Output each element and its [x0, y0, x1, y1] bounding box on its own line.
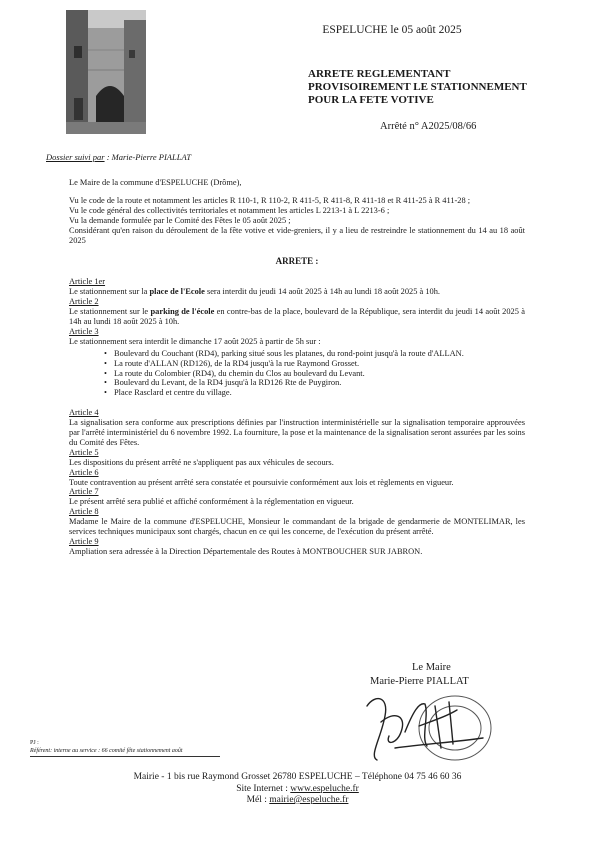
arrete-reference: Arrêté n° A2025/08/66	[380, 121, 477, 132]
village-gate-illustration	[66, 10, 146, 134]
dossier-label: Dossier suivi par	[46, 152, 105, 162]
article-4-title: Article 4	[69, 408, 99, 418]
website-link[interactable]: www.espeluche.fr	[290, 783, 359, 794]
footnote-divider	[30, 756, 220, 757]
article-7-title: Article 7	[69, 487, 99, 497]
article-6-title: Article 6	[69, 467, 99, 477]
article-4-text: La signalisation sera conforme aux prescriptions définies par l'instruction interministérielle sur la signalisation temporaire approuvées par l'arrêté interministériel du 6 novembre 1992. La fourniture, la pose et la maintenance de la signalisation seront assurées par les soins du Comité des Fêtes.	[69, 418, 525, 447]
article-8-title: Article 8	[69, 507, 99, 517]
title-line-2: PROVISOIREMENT LE STATIONNEMENT	[308, 81, 527, 93]
article-3-text: Le stationnement sera interdit le dimanche 17 août 2025 à partir de 5h sur :	[69, 336, 321, 346]
preamble-vu-demande: Vu la demande formulée par le Comité des Fêtes le 05 août 2025 ;	[69, 215, 291, 225]
article-9-text: Ampliation sera adressée à la Direction Départementale des Routes à MONTBOUCHER SUR JABRON.	[69, 546, 423, 556]
internal-reference-note: Référent: interne au service : 66 comité fête stationnement août	[30, 748, 183, 754]
signature-name: Marie-Pierre PIALLAT	[370, 676, 469, 687]
article-1-text: Le stationnement sur la place de l'Ecole sera interdit du jeudi 14 août 2025 à 14h au lundi 18 août 2025 à 10h.	[69, 287, 440, 297]
list-item: • La route d'ALLAN (RD126), de la RD4 jusqu'à la rue Raymond Grosset.	[104, 359, 525, 369]
footer-email: Mél : mairie@espeluche.fr	[246, 795, 349, 805]
dossier-followed-by	[46, 152, 191, 162]
article-5-title: Article 5	[69, 447, 99, 457]
article-1-title: Article 1er	[69, 277, 106, 287]
title-line-1: ARRETE REGLEMENTANT	[308, 68, 451, 80]
page-footer	[0, 772, 595, 807]
document-title	[308, 68, 538, 107]
article-3-title: Article 3	[69, 326, 99, 336]
arrete-heading: ARRETE :	[275, 256, 319, 267]
article-5-text: Les dispositions du présent arrêté ne s'appliquent pas aux véhicules de secours.	[69, 457, 334, 467]
list-item: • Boulevard du Couchant (RD4), parking situé sous les platanes, du rond-point jusqu'à la route d'ALLAN.	[104, 349, 525, 359]
article-7-text: Le présent arrêté sera publié et affiché conformément à la réglementation en vigueur.	[69, 497, 354, 507]
document-body	[69, 178, 525, 557]
mayor-stamp-and-signature	[355, 686, 505, 762]
preamble-mayor: Le Maire de la commune d'ESPELUCHE (Drôme),	[69, 178, 242, 187]
footer-website: Site Internet : www.espeluche.fr	[236, 783, 359, 794]
preamble-vu-route: Vu le code de la route et notamment les articles R 110-1, R 110-2, R 411-5, R 411-8, R 411-18 et R 411-25 à R 411-28 ;	[69, 195, 471, 205]
list-item: • La route du Colombier (RD4), du chemin du Clos au boulevard du Levant.	[104, 369, 525, 379]
article-2-text: Le stationnement sur le parking de l'école en contre-bas de la place, boulevard de la République, sera interdit du jeudi 14 août 2025 à 14h au lundi 18 août 2025 à 10h.	[69, 307, 525, 326]
signature-title: Le Maire	[412, 662, 451, 673]
article-3-list	[69, 349, 525, 399]
footer-address: Mairie - 1 bis rue Raymond Grosset 26780 ESPELUCHE – Téléphone 04 75 46 60 36	[133, 772, 462, 782]
dossier-name: : Marie-Pierre PIALLAT	[106, 152, 192, 162]
list-item: • Place Rasclard et centre du village.	[104, 388, 525, 398]
title-line-3: POUR LA FETE VOTIVE	[308, 94, 434, 106]
article-2-title: Article 2	[69, 297, 99, 307]
attachments-note: PJ :	[30, 740, 39, 746]
preamble-vu-cgct: Vu le code général des collectivités territoriales et notamment les articles L 2213-1 à L 2213-6 ;	[69, 205, 390, 215]
list-item: • Boulevard du Levant, de la RD4 jusqu'à la RD126 Rte de Puygiron.	[104, 378, 525, 388]
place-date: ESPELUCHE le 05 août 2025	[322, 24, 462, 36]
article-9-title: Article 9	[69, 537, 99, 546]
article-6-text: Toute contravention au présent arrêté sera constatée et poursuivie conformément aux lois et règlements en vigueur.	[69, 477, 454, 487]
email-link[interactable]: mairie@espeluche.fr	[269, 795, 349, 805]
article-8-text: Madame le Maire de la commune d'ESPELUCHE, Monsieur le commandant de la brigade de gendarmerie de MONTELIMAR, les services techniques municipaux sont chargés, chacun en ce qui les concerne, de l'exécution du présent arrêté.	[69, 517, 525, 537]
village-gate-photo	[66, 10, 146, 134]
preamble-considerant: Considérant qu'en raison du déroulement de la fête votive et vide-greniers, il y a lieu de restreindre le stationnement du 14 au 18 août 2025	[69, 225, 525, 245]
